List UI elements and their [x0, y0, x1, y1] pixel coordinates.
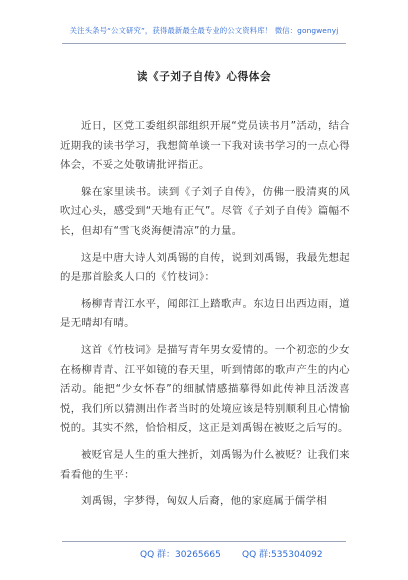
header-divider	[62, 43, 346, 44]
paragraph: 躲在家里读书。读到《子刘子自传》，仿佛一股清爽的风吹过心头，感受到“天地有正气”。尽管《子刘子自传》篇幅不长，但却有“雪飞炎海便清凉”的力量。	[60, 185, 350, 237]
footer-qq-group-1: QQ 群：30265665	[140, 550, 221, 560]
footer-qq-group-2: QQ 群:535304092	[242, 550, 323, 560]
page-footer	[0, 541, 408, 565]
header-promo-text: 关注头条号“公文研究”，获得最新最全最专业的公文资料库！ 微信：gongwenyj	[69, 26, 339, 35]
paragraph: 近日，区党工委组织部组织开展“党员读书月”活动，结合近期我的读书学习，我想简单谈一下我对读书学习的一点心得体会，不妥之处敬请批评指正。	[60, 120, 350, 172]
paragraph: 这是中唐大诗人刘禹锡的自传，说到刘禹锡，我最先想起的是那首脍炙人口的《竹枝词》：	[60, 251, 350, 284]
page-header	[0, 0, 408, 44]
paragraph: 这首《竹枝词》是描写青年男女爱情的。一个初恋的少女在杨柳青青、江平如镜的春天里，听到情郎的歌声产生的内心活动。能把“少女怀春”的细腻情感描摹得如此传神且活泼喜悦，我们所以猜测出作者当时的处境应该是特别顺利且心情愉悦的。其实不然，恰恰相反，这正是刘禹锡在被贬之后写的。	[60, 343, 350, 435]
paragraph: 被贬官是人生的重大挫折，刘禹锡为什么被贬？让我们来看看他的生平：	[60, 448, 350, 481]
paragraph: 刘禹锡，字梦得，匈奴人后裔，他的家庭属于儒学相	[81, 495, 327, 508]
document-body	[60, 117, 350, 519]
poem-lines: 杨柳青青江水平，闻郎江上踏歌声。东边日出西边雨，道是无晴却有晴。	[60, 297, 350, 330]
document-title: 读《子刘子自传》心得体会	[136, 71, 272, 83]
footer-divider	[62, 541, 346, 542]
